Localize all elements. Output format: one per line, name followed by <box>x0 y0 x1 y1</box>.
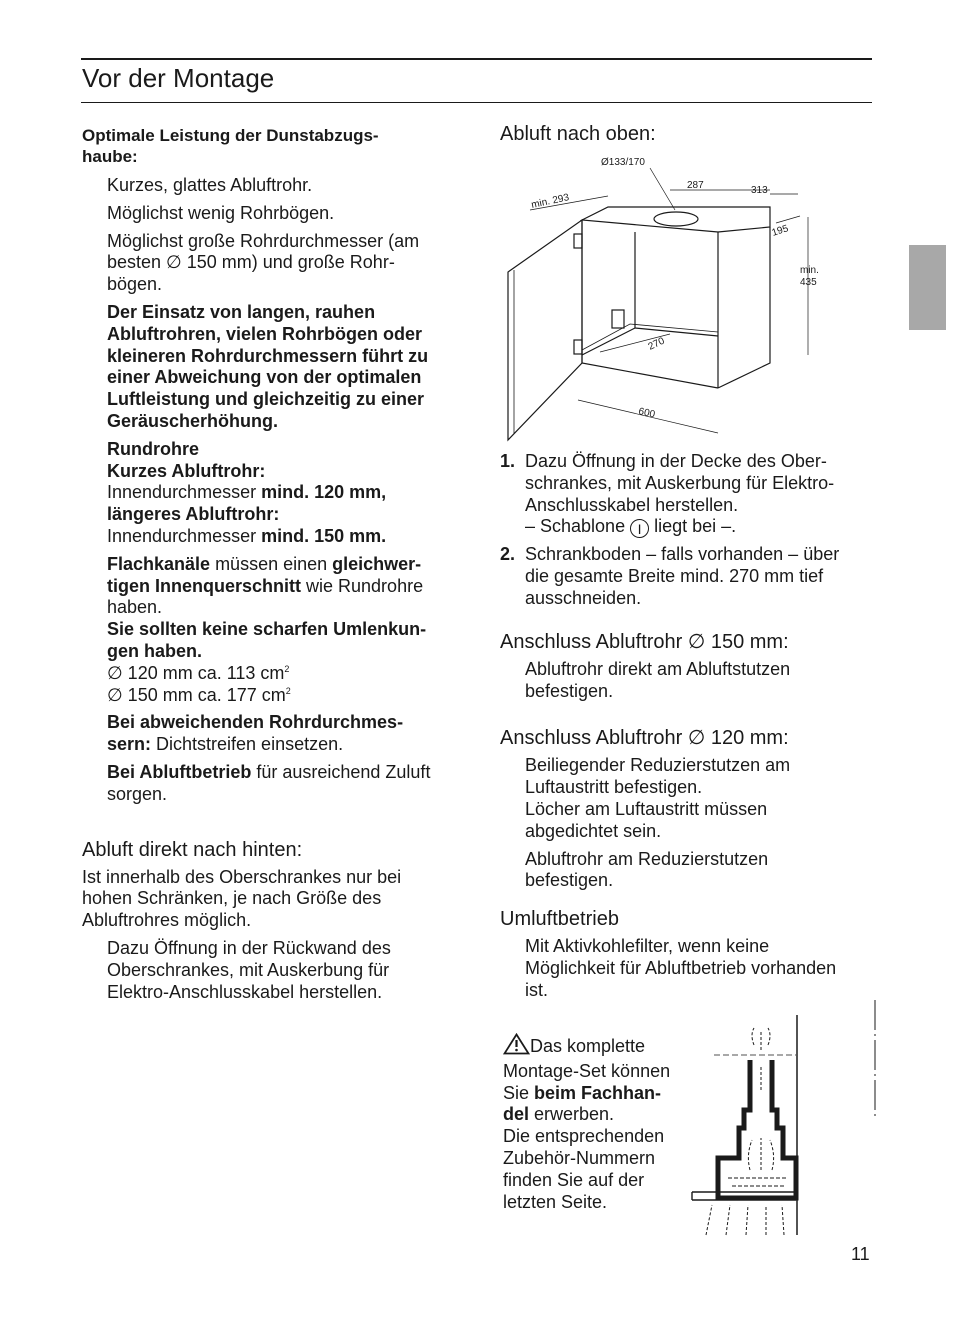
cabinet-inner-back <box>635 232 718 336</box>
warning-triangle-icon <box>503 1033 530 1061</box>
dim-270: 270 <box>646 335 667 353</box>
step-1: 1. Dazu Öffnung in der Decke des Ober- schrankes, mit Auskerbung für Elektro- Anschlusskabel herstellen. – Schablone I liegt bei –. <box>500 451 835 538</box>
dim-600: 600 <box>637 406 656 421</box>
steps-list <box>500 451 865 610</box>
tip-short-pipe: Kurzes, glattes Abluftrohr. <box>107 175 313 195</box>
tips-list <box>82 175 462 806</box>
top-rule <box>81 58 872 60</box>
optimal-performance-heading: Optimale Leistung der Dunstabzugs- haube: <box>82 126 379 166</box>
upward-exhaust-heading: Abluft nach oben: <box>500 123 656 145</box>
connection-150-text: Abluftrohr direkt am Abluftstutzen befestigen. <box>525 658 791 701</box>
recirculation-heading: Umluftbetrieb <box>500 908 619 931</box>
dim-min-label: min. <box>800 265 819 276</box>
connection-120-text-2: Abluftrohr am Reduzierstutzen befestigen. <box>525 848 769 891</box>
hood-chimney-outline <box>718 1060 796 1198</box>
warning-paragraph: Der Einsatz von langen, rauhen Abluftrohren, vielen Rohrbögen oder kleineren Rohrdurchmessern führt zu einer Abweichung von der optimalen Luftleistung und gleichzeitig zu einer Geräuscherhöhung. <box>107 301 429 431</box>
lower-hinge <box>574 340 582 354</box>
activated-carbon-filter <box>728 1178 788 1186</box>
upper-hinge <box>574 234 582 248</box>
recirculation-diagram <box>688 1000 888 1240</box>
dim-287: 287 <box>687 180 704 191</box>
connection-150-heading: Anschluss Abluftrohr ∅ 150 mm: <box>500 630 789 653</box>
right-column <box>500 451 865 1002</box>
rear-exhaust-heading: Abluft direkt nach hinten: <box>82 838 303 861</box>
exhaust-opening <box>654 212 698 226</box>
different-diameter-block: Bei abweichenden Rohrdurchmes- sern: Dichtstreifen einsetzen. <box>107 712 404 755</box>
montage-set-note: Das komplette Montage-Set können Sie beim Fachhan- del erwerben. Die entsprechenden Zubehör-Nummern finden Sie auf der letzten Seite. <box>503 1033 688 1213</box>
dim-435: 435 <box>800 277 817 288</box>
dim-313: 313 <box>751 185 768 196</box>
cabinet-bottom-edge <box>582 220 718 388</box>
recirculation-text: Mit Aktivkohlefilter, wenn keine Möglichkeit für Abluftbetrieb vorhanden ist. <box>525 936 837 1000</box>
template-symbol: I <box>630 519 649 538</box>
dim-hole-diameter: Ø133/170 <box>601 157 645 168</box>
header-underline <box>81 102 872 103</box>
cabinet-door <box>508 220 582 440</box>
page-title: Vor der Montage <box>82 63 275 93</box>
connection-120-text: Beiliegender Reduzierstutzen am Luftaustritt befestigen. Löcher am Luftaustritt müssen abgedichtet sein. <box>525 755 791 841</box>
language-tab-marker <box>909 245 946 330</box>
step-2: 2. Schrankboden – falls vorhanden – über die gesamte Breite mind. 270 mm tief ausschneiden. <box>500 544 840 608</box>
dim-195: 195 <box>770 223 790 239</box>
exhaust-air-block: Bei Abluftbetrieb für ausreichend Zuluft sorgen. <box>107 761 431 804</box>
rear-exhaust-text: Ist innerhalb des Oberschrankes nur bei hohen Schränken, je nach Größe des Abluftrohres möglich. <box>82 866 402 931</box>
rear-exhaust-instruction: Dazu Öffnung in der Rückwand des Oberschrankes, mit Auskerbung für Elektro-Anschlusskabel herstellen. <box>107 937 391 1002</box>
tip-large-diameter: Möglichst große Rohrdurchmesser (am besten ∅ 150 mm) und große Rohr- bögen. <box>107 230 420 295</box>
connection-120-heading: Anschluss Abluftrohr ∅ 120 mm: <box>500 727 789 750</box>
tip-few-bends: Möglichst wenig Rohrbögen. <box>107 202 335 223</box>
round-pipes-block: Rundrohre Kurzes Abluftrohr: Innendurchmesser mind. 120 mm, längeres Abluftrohr: Innendurchmesser mind. 150 mm. <box>107 438 387 546</box>
flat-ducts-block: Flachkanäle müssen einen gleichwer- tigen Innenquerschnitt wie Rundrohre haben. Sie sollten keine scharfen Umlenkun- gen haben. ∅ 120 mm ca. 113 $cm^2$ ∅ 150 mm ca. 177 $cm^2$ <box>107 553 427 705</box>
cabinet-right-side <box>718 227 770 388</box>
cabinet-floor-edge <box>582 328 635 355</box>
airflow-arrows <box>706 1028 784 1235</box>
cabinet-diagram <box>500 150 830 445</box>
dim-min-293: min. 293 <box>530 192 571 211</box>
wall-bracket <box>612 310 624 328</box>
left-column <box>82 125 462 1003</box>
cabinet-top <box>582 207 770 232</box>
page-number: 11 <box>851 1244 870 1264</box>
